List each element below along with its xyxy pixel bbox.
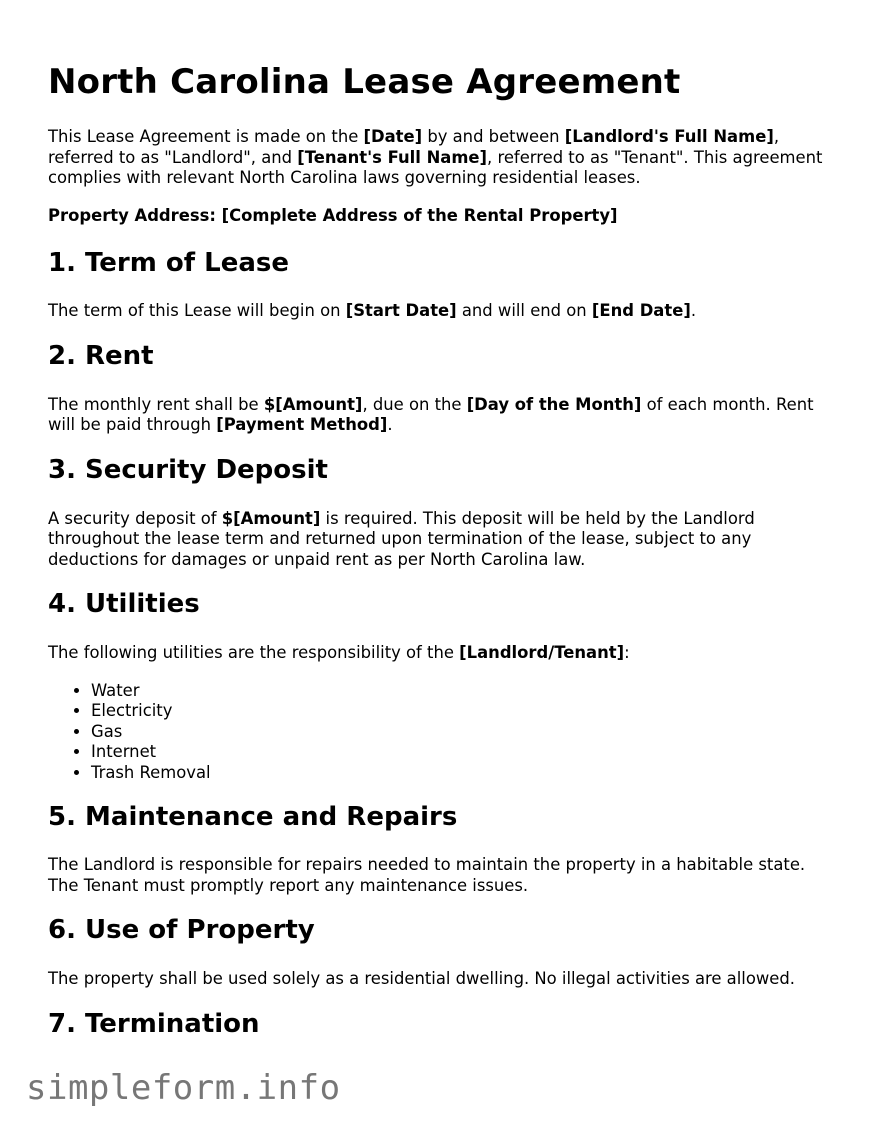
term-text-2: and will end on (456, 301, 592, 320)
property-address (48, 206, 838, 227)
deposit-amount-placeholder: $[Amount] (221, 508, 321, 528)
section-heading-term: 1. Term of Lease (48, 248, 289, 278)
section-heading-use: 6. Use of Property (48, 915, 315, 945)
deposit-text-2: is required. This deposit will be held by the Landlord throughout the lease term and returned upon termination of the lease, subject to any deductions for damages or unpaid rent as per North Carolina law. (48, 508, 755, 569)
intro-text-3: , referred to as "Landlord", and (48, 127, 780, 167)
deposit-paragraph (48, 509, 838, 571)
intro-paragraph (48, 127, 838, 189)
section-heading-termination: 7. Termination (48, 1008, 260, 1039)
rent-paragraph (48, 395, 838, 436)
term-paragraph (48, 301, 838, 322)
intro-text-2: by and between (422, 127, 565, 146)
section-heading-maintenance: 5. Maintenance and Repairs (48, 802, 458, 832)
landlord-name-placeholder: [Landlord's Full Name] (564, 127, 774, 146)
list-item: • Gas (91, 722, 838, 743)
intro-text-4: , referred to as "Tenant". This agreement complies with relevant North Carolina laws governing residential leases. (48, 147, 823, 187)
payment-method-placeholder: [Payment Method] (216, 415, 388, 434)
utilities-party-placeholder: [Landlord/Tenant] (459, 643, 625, 662)
term-text-1: The term of this Lease will begin on (48, 301, 346, 320)
utilities-text-1: The following utilities are the responsibility of the (48, 643, 460, 662)
document-page (48, 0, 838, 1039)
date-placeholder: [Date] (363, 127, 423, 146)
intro-text-1: This Lease Agreement is made on the (48, 127, 364, 146)
property-address-text: Property Address: [Complete Address of the Rental Property] (48, 205, 618, 225)
start-date-placeholder: [Start Date] (345, 301, 457, 320)
utilities-list (48, 681, 838, 784)
section-heading-rent: 2. Rent (48, 340, 154, 371)
rent-text-3: of each month. Rent will be paid through (48, 394, 814, 434)
section-heading-deposit: 3. Security Deposit (48, 454, 328, 485)
list-item: • Electricity (91, 701, 838, 722)
utilities-paragraph (48, 643, 838, 664)
tenant-name-placeholder: [Tenant's Full Name] (297, 147, 488, 167)
utilities-text-2: : (624, 643, 630, 662)
section-heading-utilities: 4. Utilities (48, 589, 200, 619)
deposit-text-1: A security deposit of (48, 508, 222, 528)
term-text-3: . (690, 301, 697, 320)
use-paragraph: The property shall be used solely as a residential dwelling. No illegal activities are allowed. (48, 969, 795, 988)
rent-text-2: , due on the (362, 394, 467, 414)
watermark: simpleform.info (26, 1068, 341, 1108)
end-date-placeholder: [End Date] (591, 301, 691, 320)
list-item: • Water (91, 681, 838, 702)
maintenance-paragraph: The Landlord is responsible for repairs needed to maintain the property in a habitable state. The Tenant must promptly report any maintenance issues. (48, 855, 806, 895)
rent-amount-placeholder: $[Amount] (263, 394, 363, 414)
rent-text-4: . (387, 415, 393, 434)
rent-day-placeholder: [Day of the Month] (466, 394, 642, 414)
rent-text-1: The monthly rent shall be (48, 394, 264, 414)
list-item: • Internet (91, 742, 838, 763)
list-item: • Trash Removal (91, 763, 838, 784)
document-title: North Carolina Lease Agreement (48, 62, 681, 102)
